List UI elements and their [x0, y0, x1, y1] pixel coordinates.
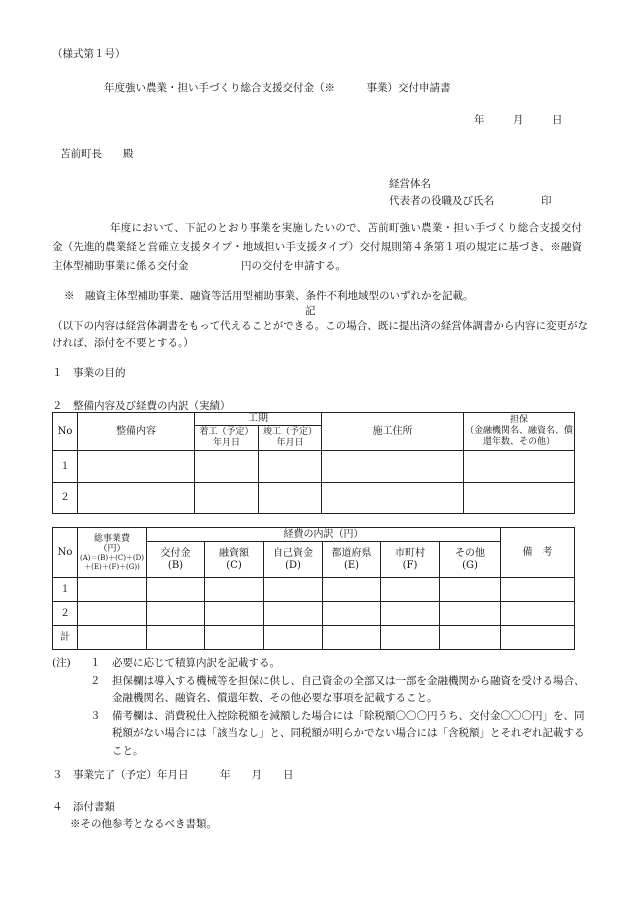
table-cell[interactable]: [464, 483, 575, 514]
end-label: 竣工（予定）: [262, 427, 317, 437]
loan-label: 融資額: [219, 547, 249, 559]
table-cell[interactable]: [381, 578, 440, 602]
col-end: [259, 426, 322, 451]
col-own-funds: [264, 542, 323, 578]
row-number: １: [53, 451, 78, 483]
date-year: 年: [474, 114, 485, 126]
col-period: 工期: [195, 413, 322, 426]
document-title: 年度強い農業・担い手づくり総合支援交付金（※ 事業）交付申請書: [104, 82, 451, 94]
start-label: 着工（予定）: [199, 427, 254, 437]
own-funds-code: (D): [285, 559, 301, 571]
table-cell[interactable]: [440, 602, 501, 626]
substitution-note: （以下の内容は経営体調書をもって代えることができる。この場合、既に提出済の経営体調書から内容に変更がなければ、添付を不要とする。）: [52, 320, 588, 349]
row-total-label: 計: [53, 626, 78, 650]
table-cell[interactable]: [381, 626, 440, 650]
note-number: １: [90, 657, 101, 669]
costs-table: [52, 527, 575, 650]
own-funds-label: 自己資金: [273, 547, 313, 559]
table-cell[interactable]: [147, 578, 205, 602]
table-cell[interactable]: [78, 626, 147, 650]
table-row: [53, 626, 575, 650]
start-sublabel: 年月日: [212, 438, 240, 448]
col-breakdown: 経費の内訳（円）: [147, 528, 501, 542]
table-cell[interactable]: [205, 602, 264, 626]
note-text: 必要に応じて積算内訳を記載する。: [112, 657, 280, 669]
row-number: １: [53, 578, 78, 602]
col-municipality: [381, 542, 440, 578]
col-other: [440, 542, 501, 578]
date-month: 月: [513, 114, 524, 126]
col-total: [78, 528, 147, 578]
table-cell[interactable]: [147, 602, 205, 626]
grant-code: (B): [167, 559, 184, 571]
table-cell[interactable]: [78, 483, 195, 514]
note-item: [52, 673, 592, 708]
table-row: [53, 578, 575, 602]
seal-mark: 印: [541, 195, 552, 207]
table-cell[interactable]: [501, 626, 575, 650]
form-number: （様式第１号）: [52, 48, 126, 60]
section-1-heading: １ 事業の目的: [52, 367, 126, 379]
table-cell[interactable]: [78, 602, 147, 626]
table-cell[interactable]: [147, 626, 205, 650]
works-table: [52, 412, 575, 514]
col-start: [195, 426, 259, 451]
note-number: ３: [90, 709, 101, 722]
prefecture-code: (E): [343, 559, 360, 571]
table-cell[interactable]: [195, 483, 259, 514]
note-text: 担保欄は導入する機械等を担保に供し、自己資金の全部又は一部を金融機関から融資を受ける場合、金融機関名、融資名、償還年数、その他必要な事項を記載すること。: [112, 674, 585, 704]
table-cell[interactable]: [323, 578, 381, 602]
other-code: (G): [462, 559, 478, 571]
col-loan: [205, 542, 264, 578]
row-number: ２: [53, 483, 78, 514]
municipality-code: (F): [402, 559, 418, 571]
col-remarks: 備 考: [501, 528, 575, 578]
col-no: No: [53, 413, 78, 451]
table-cell[interactable]: [78, 451, 195, 483]
table-row: [53, 602, 575, 626]
table-cell[interactable]: [464, 451, 575, 483]
table-cell[interactable]: [501, 602, 575, 626]
table-cell[interactable]: [205, 626, 264, 650]
collateral-title: 担保: [509, 415, 528, 425]
col-grant: [147, 542, 205, 578]
table-cell[interactable]: [322, 451, 464, 483]
table-row: [53, 451, 575, 483]
table-cell[interactable]: [440, 626, 501, 650]
col-prefecture: [323, 542, 381, 578]
row-number: ２: [53, 602, 78, 626]
total-unit: （円）: [98, 543, 126, 554]
table-cell[interactable]: [323, 602, 381, 626]
table-cell[interactable]: [264, 602, 323, 626]
date-day: 日: [552, 114, 563, 126]
section-3-heading: ３ 事業完了（予定）年月日 年 月 日: [52, 769, 294, 781]
municipality-label: 市町村: [395, 547, 425, 559]
table-row: [53, 483, 575, 514]
col-collateral: [464, 413, 575, 451]
ki-heading: 記: [305, 305, 316, 317]
note-item: [52, 655, 592, 673]
collateral-subtitle: （金融機関名、融資名、償還年数、その他）: [464, 426, 573, 447]
table-cell[interactable]: [205, 578, 264, 602]
addressee: 苫前町長 殿: [60, 148, 134, 160]
asterisk-note: ※ 融資主体型補助事業、融資等活用型補助事業、条件不利地域型のいずれかを記載。: [64, 290, 474, 302]
other-label: その他: [455, 547, 485, 559]
end-sublabel: 年月日: [276, 438, 304, 448]
table-cell[interactable]: [381, 602, 440, 626]
total-label: 総事業費: [93, 533, 130, 544]
table-cell[interactable]: [259, 483, 322, 514]
col-site: 施工住所: [322, 413, 464, 451]
grant-label: 交付金: [160, 547, 191, 559]
body-text: 年度において、下記のとおり事業を実施したいので、苫前町強い農業・担い手づくり総合支援交付金（先進的農業経と営確立支援タイプ・地域担い手支援タイプ）交付規則第４条第１項の規定に基づき、※融資主体型補助事業に係る交付金 円の交付を申請する。: [52, 222, 582, 272]
notes-block: [52, 655, 592, 760]
table-cell[interactable]: [323, 626, 381, 650]
applicant-representative: 代表者の役職及び氏名: [389, 195, 494, 207]
table-cell[interactable]: [264, 578, 323, 602]
table-cell[interactable]: [259, 451, 322, 483]
note-text: 備考欄は、消費税仕入控除税額を減額した場合には「除税額〇〇〇円うち、交付金〇〇〇円」を、同税額がない場合には「該当なし」と、同税額が明らかでない場合には「含税額」とそれぞれ記載すること。: [112, 709, 585, 757]
section-4-item: ※その他参考となるべき書類。: [70, 818, 217, 830]
col-no: No: [53, 528, 78, 578]
notes-label: (注): [52, 657, 71, 669]
note-number: ２: [90, 674, 101, 687]
note-item: [52, 708, 592, 761]
table-cell[interactable]: [264, 626, 323, 650]
loan-code: (C): [226, 559, 242, 571]
section-2-heading: ２ 整備内容及び経費の内訳（実績）: [52, 400, 231, 412]
table-cell[interactable]: [78, 578, 147, 602]
col-item: 整備内容: [78, 413, 195, 451]
prefecture-label: 都道府県: [331, 547, 372, 559]
section-4-heading: ４ 添付書類: [52, 801, 115, 813]
table-cell[interactable]: [322, 483, 464, 514]
total-formula: (A)＝(B)＋(C)＋(D)＋(E)＋(F)＋(G)): [79, 553, 144, 571]
table-cell[interactable]: [501, 578, 575, 602]
table-cell[interactable]: [195, 451, 259, 483]
table-cell[interactable]: [440, 578, 501, 602]
applicant-entity: 経営体名: [389, 178, 431, 190]
